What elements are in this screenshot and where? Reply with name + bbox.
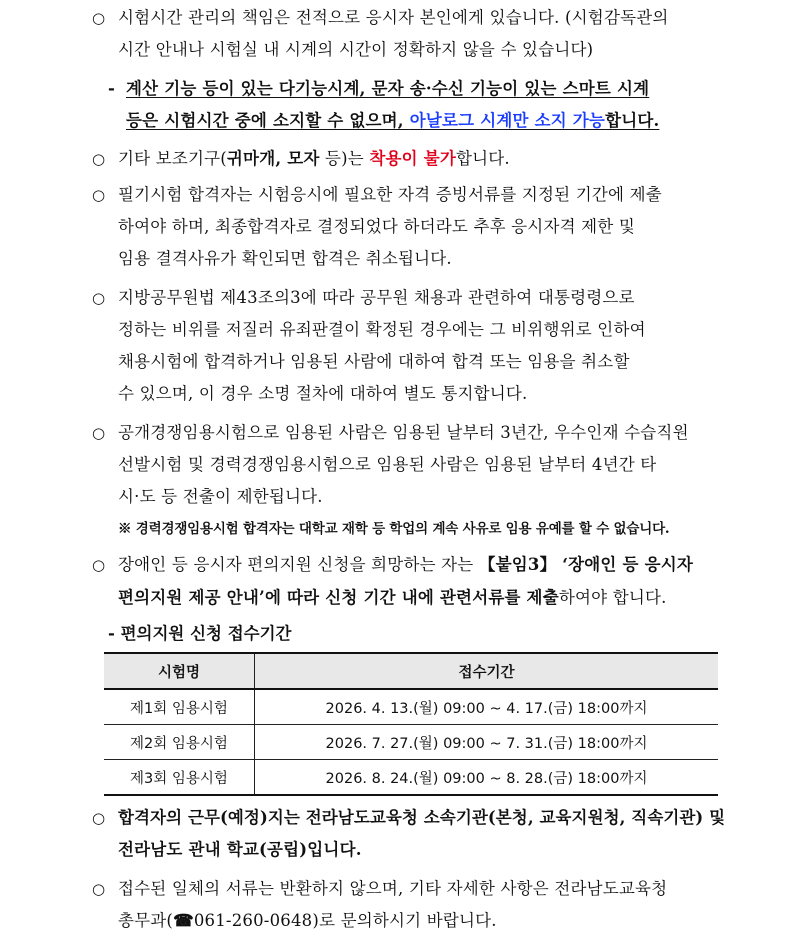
bullet-circle-icon: ○ (92, 186, 106, 204)
text-line: 전라남도 관내 학교(공립)입니다. (118, 840, 362, 859)
phone-number: 061-260-0648 (193, 911, 313, 930)
text-span: 등)는 (319, 149, 370, 168)
cell-period: 2026. 4. 13.(월) 09:00 ~ 4. 17.(금) 18:00까지 (255, 689, 719, 725)
table-row (104, 725, 718, 760)
text-line: 계산 기능 등이 있는 다기능시계, 문자 송·수신 기능이 있는 스마트 시계 (126, 79, 650, 98)
bullet-circle-icon: ○ (92, 150, 106, 168)
text-line: 선발시험 및 경력경쟁임용시험으로 임용된 사람은 임용된 날부터 4년간 타 (118, 455, 657, 474)
dash-marker: - (108, 624, 115, 643)
text-line: 공개경쟁임용시험으로 임용된 사람은 임용된 날부터 3년간, 우수인재 수습직원 (118, 423, 689, 442)
bullet-circle-icon: ○ (92, 809, 106, 827)
cell-period: 2026. 8. 24.(월) 09:00 ~ 8. 28.(금) 18:00까지 (255, 760, 719, 796)
dash-marker: - (108, 79, 115, 98)
table-header-row (104, 653, 718, 689)
text-span: 편의지원 제공 안내’에 따라 신청 기간 내에 관련서류를 제출 (118, 588, 559, 607)
header-period: 접수기간 (255, 653, 719, 689)
text-line: 시간 안내나 시험실 내 시계의 시간이 정확하지 않을 수 있습니다) (118, 40, 594, 59)
text-line: 시험시간 관리의 책임은 전적으로 응시자 본인에게 있습니다. (시험감독관의 (118, 8, 669, 27)
text-span: 기타 보조기구( (118, 149, 227, 168)
text-span: )로 문의하시기 바랍니다. (312, 911, 497, 930)
text-line: 채용시험에 합격하거나 임용된 사람에 대하여 합격 또는 임용을 취소할 (118, 352, 630, 371)
text-line: 하여야 하며, 최종합격자로 결정되었다 하더라도 추후 응시자격 제한 및 (118, 217, 636, 236)
text-span: 【붙임3】 ‘장애인 등 응시자 (478, 555, 694, 574)
header-exam: 시험명 (104, 653, 255, 689)
text-span: 총무과( (118, 911, 174, 930)
text-line (118, 586, 667, 610)
bullet-circle-icon: ○ (92, 556, 106, 574)
text-span: 합니다. (605, 111, 660, 130)
text-line (118, 147, 510, 171)
cell-exam: 제3회 임용시험 (104, 760, 255, 796)
highlight-analog-watch: 아날로그 시계만 소지 가능 (409, 111, 606, 130)
table-row (104, 689, 718, 725)
text-span: 귀마개, 모자 (226, 149, 320, 168)
highlight-not-allowed: 착용이 불가 (369, 149, 456, 168)
text-span: 합니다. (455, 149, 510, 168)
text-span: 하여야 합니다. (558, 588, 667, 607)
bullet-circle-icon: ○ (92, 9, 106, 27)
text-line (118, 909, 497, 933)
text-span: 등은 시험시간 중에 소지할 수 없으며, (126, 111, 410, 130)
schedule-title-text: 편의지원 신청 접수기간 (120, 624, 292, 643)
phone-icon: ☎ (173, 911, 194, 930)
note-deferral: ※ 경력경쟁임용시험 합격자는 대학교 재학 등 학업의 계속 사유로 임용 유예를 할 수 없습니다. (118, 521, 670, 537)
text-line: 임용 결격사유가 확인되면 합격은 취소됩니다. (118, 249, 452, 268)
table-row (104, 760, 718, 796)
text-line: 수 있으며, 이 경우 소명 절차에 대하여 별도 통지합니다. (118, 384, 528, 403)
text-line: 합격자의 근무(예정)지는 전라남도교육청 소속기관(본청, 교육지원청, 직속기관) 및 (118, 808, 726, 827)
text-line: 정하는 비위를 저질러 유죄판결이 확정된 경우에는 그 비위행위로 인하여 (118, 320, 646, 339)
bullet-circle-icon: ○ (92, 424, 106, 442)
schedule-title (108, 622, 292, 646)
text-line: 시·도 등 전출이 제한됩니다. (118, 487, 323, 506)
text-line (126, 109, 659, 133)
bullet-circle-icon: ○ (92, 880, 106, 898)
cell-period: 2026. 7. 27.(월) 09:00 ~ 7. 31.(금) 18:00까지 (255, 725, 719, 760)
text-line: 접수된 일체의 서류는 반환하지 않으며, 기타 자세한 사항은 전라남도교육청 (118, 879, 668, 898)
cell-exam: 제1회 임용시험 (104, 689, 255, 725)
cell-exam: 제2회 임용시험 (104, 725, 255, 760)
bullet-circle-icon: ○ (92, 289, 106, 307)
text-span: 장애인 등 응시자 편의지원 신청을 희망하는 자는 (118, 555, 479, 574)
text-line (118, 553, 693, 577)
schedule-table (104, 652, 718, 796)
text-line: 필기시험 합격자는 시험응시에 필요한 자격 증빙서류를 지정된 기간에 제출 (118, 185, 662, 204)
text-line: 지방공무원법 제43조의3에 따라 공무원 채용과 관련하여 대통령령으로 (118, 288, 635, 307)
